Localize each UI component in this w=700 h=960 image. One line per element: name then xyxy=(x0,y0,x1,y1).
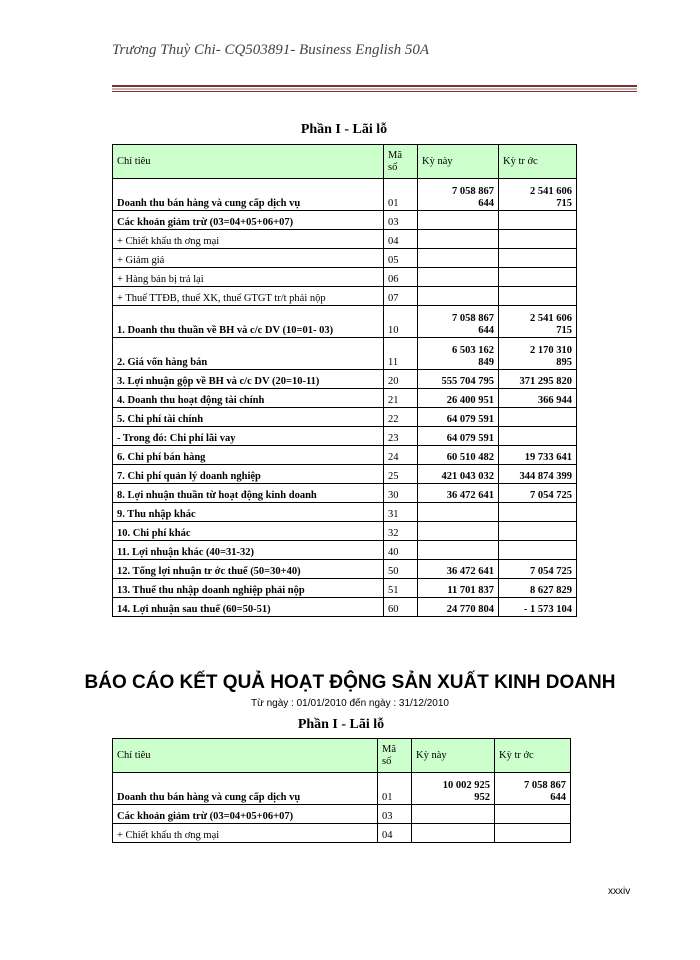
row-label: 2. Giá vốn hàng bán xyxy=(113,338,384,370)
row-previous-value xyxy=(499,541,577,560)
row-current-value: 7 058 867 644 xyxy=(418,306,499,338)
row-code: 07 xyxy=(384,287,418,306)
row-previous-value: 8 627 829 xyxy=(499,579,577,598)
row-current-value: 10 002 925 952 xyxy=(412,773,495,805)
row-code: 04 xyxy=(378,824,412,843)
row-current-value xyxy=(418,211,499,230)
row-label: + Thuế TTĐB, thuế XK, thuế GTGT tr/t phải nộp xyxy=(113,287,384,306)
table-row xyxy=(113,598,577,617)
row-code: 60 xyxy=(384,598,418,617)
row-current-value: 24 770 804 xyxy=(418,598,499,617)
row-code: 31 xyxy=(384,503,418,522)
page-number: xxxiv xyxy=(608,886,631,897)
row-previous-value xyxy=(499,287,577,306)
row-current-value: 421 043 032 xyxy=(418,465,499,484)
row-label: 1. Doanh thu thuần về BH và c/c DV (10=01- 03) xyxy=(113,306,384,338)
row-label: 4. Doanh thu hoạt động tài chính xyxy=(113,389,384,408)
table-row xyxy=(113,268,577,287)
row-current-value xyxy=(418,503,499,522)
row-code: 24 xyxy=(384,446,418,465)
report-date-range: Từ ngày : 01/01/2010 đến ngày : 31/12/2010 xyxy=(251,698,449,709)
row-label: Các khoản giảm trừ (03=04+05+06+07) xyxy=(113,805,378,824)
row-previous-value: 2 541 606 715 xyxy=(499,306,577,338)
row-previous-value xyxy=(499,211,577,230)
row-code: 23 xyxy=(384,427,418,446)
row-current-value: 7 058 867 644 xyxy=(418,179,499,211)
row-previous-value xyxy=(495,824,571,843)
row-code: 22 xyxy=(384,408,418,427)
row-label: 8. Lợi nhuận thuần từ hoạt động kinh doanh xyxy=(113,484,384,503)
income-statement-table-2 xyxy=(112,738,571,843)
table-row xyxy=(113,287,577,306)
table-row xyxy=(113,338,577,370)
row-previous-value xyxy=(495,805,571,824)
row-label: 11. Lợi nhuận khác (40=31-32) xyxy=(113,541,384,560)
row-previous-value xyxy=(499,268,577,287)
table-row xyxy=(113,465,577,484)
table-row xyxy=(113,179,577,211)
row-label: 3. Lợi nhuận gộp về BH và c/c DV (20=10-11) xyxy=(113,370,384,389)
income-statement-table-1 xyxy=(112,144,577,617)
row-label: + Giảm giá xyxy=(113,249,384,268)
row-label: Doanh thu bán hàng và cung cấp dịch vụ xyxy=(113,179,384,211)
row-code: 30 xyxy=(384,484,418,503)
row-code: 01 xyxy=(384,179,418,211)
row-label: 7. Chi phí quản lý doanh nghiệp xyxy=(113,465,384,484)
row-current-value xyxy=(418,249,499,268)
row-code: 50 xyxy=(384,560,418,579)
row-label: + Hàng bán bị trả lại xyxy=(113,268,384,287)
row-previous-value: 7 054 725 xyxy=(499,560,577,579)
column-header-label: Chỉ tiêu xyxy=(113,739,378,773)
table-row xyxy=(113,408,577,427)
row-current-value xyxy=(418,230,499,249)
table2-title: Phần I - Lãi lỗ xyxy=(297,717,385,732)
table-row xyxy=(113,249,577,268)
row-previous-value: 2 541 606 715 xyxy=(499,179,577,211)
row-code: 25 xyxy=(384,465,418,484)
row-label: Doanh thu bán hàng và cung cấp dịch vụ xyxy=(113,773,378,805)
row-label: 13. Thuế thu nhập doanh nghiệp phải nộp xyxy=(113,579,384,598)
table-row xyxy=(113,805,571,824)
column-header-previous: Kỳ tr ớc xyxy=(495,739,571,773)
row-code: 11 xyxy=(384,338,418,370)
row-current-value: 64 079 591 xyxy=(418,427,499,446)
table-header-row xyxy=(113,739,571,773)
report-title: BÁO CÁO KẾT QUẢ HOẠT ĐỘNG SẢN XUẤT KINH DOANH xyxy=(84,672,616,693)
row-current-value xyxy=(418,268,499,287)
table-row xyxy=(113,773,571,805)
row-code: 20 xyxy=(384,370,418,389)
table-row xyxy=(113,306,577,338)
row-code: 05 xyxy=(384,249,418,268)
row-previous-value: 19 733 641 xyxy=(499,446,577,465)
row-code: 03 xyxy=(378,805,412,824)
row-label: 6. Chi phí bán hàng xyxy=(113,446,384,465)
row-current-value: 11 701 837 xyxy=(418,579,499,598)
row-previous-value: 344 874 399 xyxy=(499,465,577,484)
row-current-value: 555 704 795 xyxy=(418,370,499,389)
column-header-code: Mã số xyxy=(384,145,418,179)
table-row xyxy=(113,541,577,560)
row-previous-value xyxy=(499,522,577,541)
row-label: - Trong đó: Chi phí lãi vay xyxy=(113,427,384,446)
row-previous-value xyxy=(499,427,577,446)
row-code: 32 xyxy=(384,522,418,541)
row-label: + Chiết khấu th ơng mại xyxy=(113,230,384,249)
row-previous-value: 2 170 310 895 xyxy=(499,338,577,370)
row-previous-value: 371 295 820 xyxy=(499,370,577,389)
table-row xyxy=(113,579,577,598)
table-row xyxy=(113,503,577,522)
column-header-current: Kỳ này xyxy=(418,145,499,179)
row-previous-value: - 1 573 104 xyxy=(499,598,577,617)
table-row xyxy=(113,230,577,249)
table1-title: Phần I - Lãi lỗ xyxy=(300,122,388,137)
table-row xyxy=(113,560,577,579)
table-row xyxy=(113,389,577,408)
row-previous-value xyxy=(499,503,577,522)
row-code: 10 xyxy=(384,306,418,338)
column-header-current: Kỳ này xyxy=(412,739,495,773)
row-label: Các khoản giảm trừ (03=04+05+06+07) xyxy=(113,211,384,230)
column-header-label: Chỉ tiêu xyxy=(113,145,384,179)
row-previous-value: 7 058 867 644 xyxy=(495,773,571,805)
row-code: 03 xyxy=(384,211,418,230)
table-row xyxy=(113,427,577,446)
table2-body xyxy=(113,739,571,843)
running-header: Trương Thuỳ Chi- CQ503891- Business English 50A xyxy=(112,42,430,58)
row-previous-value: 366 944 xyxy=(499,389,577,408)
row-current-value: 6 503 162 849 xyxy=(418,338,499,370)
row-label: 14. Lợi nhuận sau thuế (60=50-51) xyxy=(113,598,384,617)
row-previous-value xyxy=(499,408,577,427)
row-previous-value xyxy=(499,249,577,268)
row-previous-value: 7 054 725 xyxy=(499,484,577,503)
table-row xyxy=(113,484,577,503)
row-current-value xyxy=(418,287,499,306)
row-label: 10. Chi phí khác xyxy=(113,522,384,541)
row-label: 9. Thu nhập khác xyxy=(113,503,384,522)
row-previous-value xyxy=(499,230,577,249)
row-current-value: 36 472 641 xyxy=(418,560,499,579)
table-header-row xyxy=(113,145,577,179)
row-current-value xyxy=(418,541,499,560)
row-label: 12. Tổng lợi nhuận tr ớc thuế (50=30+40) xyxy=(113,560,384,579)
table-row xyxy=(113,370,577,389)
row-code: 40 xyxy=(384,541,418,560)
row-current-value xyxy=(418,522,499,541)
row-code: 51 xyxy=(384,579,418,598)
table-row xyxy=(113,446,577,465)
row-current-value: 64 079 591 xyxy=(418,408,499,427)
table-row xyxy=(113,211,577,230)
table-row xyxy=(113,824,571,843)
column-header-code: Mã số xyxy=(378,739,412,773)
row-code: 06 xyxy=(384,268,418,287)
row-code: 21 xyxy=(384,389,418,408)
row-current-value: 60 510 482 xyxy=(418,446,499,465)
row-current-value: 26 400 951 xyxy=(418,389,499,408)
row-code: 04 xyxy=(384,230,418,249)
row-current-value xyxy=(412,805,495,824)
table-row xyxy=(113,522,577,541)
header-divider xyxy=(112,85,637,92)
row-label: + Chiết khấu th ơng mại xyxy=(113,824,378,843)
column-header-previous: Kỳ tr ớc xyxy=(499,145,577,179)
row-current-value: 36 472 641 xyxy=(418,484,499,503)
row-code: 01 xyxy=(378,773,412,805)
row-label: 5. Chi phí tài chính xyxy=(113,408,384,427)
row-current-value xyxy=(412,824,495,843)
table1-body xyxy=(113,145,577,617)
